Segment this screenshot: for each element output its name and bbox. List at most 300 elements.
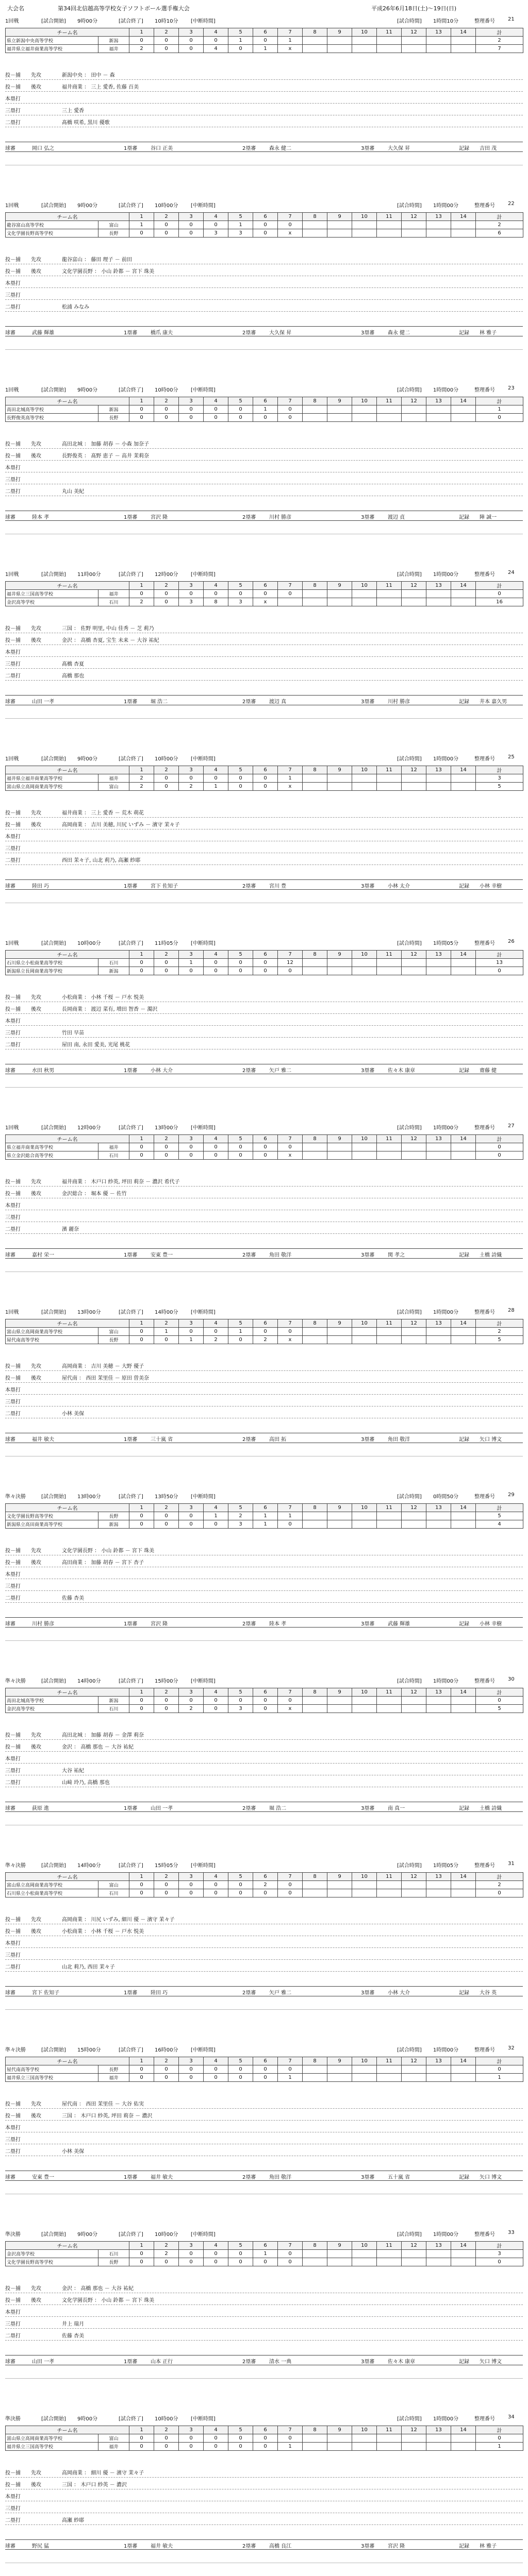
score-header-row (6, 582, 523, 590)
battery-first: 福井商業 ： 三上 愛香 － 荒木 萌花 (62, 810, 144, 816)
umpire-name: 野尻 猛 (32, 2544, 50, 2549)
inning-score (352, 1881, 377, 1889)
first-order-label: 先攻 (31, 2470, 41, 2476)
inning-header: 9 (327, 1873, 352, 1881)
inning-header: 5 (228, 1873, 253, 1881)
inning-score (426, 45, 451, 53)
inning-score (451, 1336, 476, 1344)
inning-score: 0 (154, 405, 179, 414)
umpire-role: 2塁審 (242, 699, 256, 705)
game-block (5, 2413, 523, 2576)
inning-header: 5 (228, 1688, 253, 1697)
inning-score: 0 (278, 2065, 303, 2074)
umpire-role: 球審 (5, 1068, 15, 1074)
inning-score: 8 (204, 598, 228, 606)
inning-score (451, 1512, 476, 1520)
inning-score (426, 598, 451, 606)
duration-label: [試合時間] (397, 387, 422, 393)
start-time: 14時00分 (77, 1679, 101, 1684)
inning-score (352, 959, 377, 967)
game-round: 1回戦 (5, 1125, 19, 1131)
umpire-name: 山田 一孝 (32, 2359, 55, 2365)
inning-score (451, 783, 476, 791)
detail-row (5, 1924, 523, 1936)
inning-score: 0 (154, 2434, 179, 2443)
team-total: 0 (476, 2434, 523, 2443)
start-label: [試合開始] (41, 2416, 66, 2422)
inning-score: 0 (278, 1520, 303, 1529)
umpire-name: 宮沢 隆 (151, 515, 168, 520)
umpire-name: 陸田 巧 (151, 1990, 168, 1996)
pitch-catch-label: 投－捕 (5, 1733, 21, 1738)
end-time: 12時00分 (155, 572, 178, 578)
detail-row (5, 1912, 523, 1924)
inning-score (402, 590, 426, 598)
inning-score: 0 (228, 2065, 253, 2074)
game-block (5, 384, 523, 575)
game-details (5, 1544, 523, 1603)
inning-header: 13 (426, 2426, 451, 2434)
inning-score: 12 (278, 959, 303, 967)
pitch-catch-label: 投－捕 (5, 1376, 21, 1381)
end-label: [試合終了] (119, 203, 143, 209)
inning-score: 0 (278, 221, 303, 229)
inning-header: 1 (129, 1873, 154, 1881)
inning-header: 4 (204, 28, 228, 37)
umpire-role: 1塁審 (124, 515, 138, 520)
score-header-row (6, 28, 523, 37)
inning-header: 9 (327, 2057, 352, 2065)
team-score-row (6, 2434, 523, 2443)
duration-label: [試合時間] (397, 756, 422, 762)
inning-score (303, 2258, 327, 2266)
game-details (5, 1359, 523, 1418)
start-time: 9時00分 (77, 756, 98, 762)
team-score-row (6, 1328, 523, 1336)
inning-score (426, 37, 451, 45)
record-no-label: 整理番号 (474, 2047, 495, 2053)
inning-score (451, 2250, 476, 2258)
inning-score: 0 (129, 1705, 154, 1713)
inning-header: 11 (377, 1688, 402, 1697)
inning-score (303, 2443, 327, 2451)
inning-header: 13 (426, 2242, 451, 2250)
pitch-catch-label: 投－捕 (5, 1744, 21, 1750)
inning-score: 0 (154, 414, 179, 422)
record-label: 記録 (459, 1068, 469, 1074)
inning-score: 0 (154, 783, 179, 791)
inning-score (352, 1143, 377, 1151)
battery-first: 屋代南 ： 西田 茉里佳 － 大谷 佑実 (62, 2102, 144, 2107)
inning-header: 3 (179, 2426, 204, 2434)
inning-header: 6 (253, 2426, 278, 2434)
inning-score: 2 (228, 1512, 253, 1520)
duration-label: [試合時間] (397, 1679, 422, 1684)
inning-score (327, 774, 352, 783)
detail-row (5, 1775, 523, 1787)
second-order-label: 後攻 (31, 1560, 41, 1566)
inning-header: 11 (377, 28, 402, 37)
inning-header: 8 (303, 1319, 327, 1328)
inning-score: 0 (179, 590, 204, 598)
team-prefecture: 福井 (98, 774, 129, 783)
home-run-label: 本塁打 (5, 834, 21, 840)
inning-score (451, 405, 476, 414)
team-score-row (6, 590, 523, 598)
inning-score: 0 (228, 959, 253, 967)
umpire-role: 2塁審 (242, 884, 256, 889)
inning-score: 2 (154, 2250, 179, 2258)
umpire-name: 五十嵐 省 (388, 2175, 410, 2180)
team-prefecture: 富山 (98, 1328, 129, 1336)
first-order-label: 先攻 (31, 257, 41, 263)
team-score-row (6, 1881, 523, 1889)
inning-score: 0 (154, 1520, 179, 1529)
umpires-row (5, 2171, 523, 2181)
inning-score: 0 (228, 2258, 253, 2266)
inning-score (377, 959, 402, 967)
umpire-role: 1塁審 (124, 146, 138, 151)
inning-score (402, 2074, 426, 2082)
inning-score: 0 (204, 774, 228, 783)
score-table (5, 2057, 523, 2082)
detail-row (5, 853, 523, 865)
pitch-catch-label: 投－捕 (5, 73, 21, 78)
inning-score: 0 (204, 414, 228, 422)
inning-score: 0 (253, 2443, 278, 2451)
inning-score: 0 (228, 967, 253, 975)
inning-header: 5 (228, 1504, 253, 1512)
start-label: [試合開始] (41, 1125, 66, 1131)
inning-score: 0 (179, 2250, 204, 2258)
battery-first: 金沢 ： 高橋 那也 － 大谷 祐紀 (62, 2286, 134, 2292)
inning-score: 2 (253, 1881, 278, 1889)
start-time: 11時00分 (77, 572, 101, 578)
team-name: 福井県立福井商業高等学校 (6, 774, 98, 783)
end-label: [試合終了] (119, 756, 143, 762)
umpires-row (5, 1617, 523, 1628)
inning-score: 0 (129, 2258, 154, 2266)
team-total: 1 (476, 2443, 523, 2451)
inning-header: 10 (352, 2242, 377, 2250)
inning-score (327, 1889, 352, 1897)
team-prefecture: 福井 (98, 1143, 129, 1151)
inning-header: 14 (451, 213, 476, 221)
game-round: 準々決勝 (5, 1679, 26, 1684)
umpire-role: 3塁審 (361, 146, 375, 151)
record-no: 22 (508, 201, 515, 207)
team-name: 高田北城高等学校 (6, 405, 98, 414)
inning-header: 14 (451, 2242, 476, 2250)
umpire-name: 渡辺 真 (269, 699, 287, 705)
end-time: 10時00分 (155, 756, 178, 762)
inning-header: 4 (204, 1135, 228, 1143)
inning-score (377, 1705, 402, 1713)
pitch-catch-label: 投－捕 (5, 1929, 21, 1935)
inning-score: 0 (204, 405, 228, 414)
inning-header: 1 (129, 28, 154, 37)
umpire-role: 球審 (5, 1990, 15, 1996)
inning-score (451, 1889, 476, 1897)
inning-score (327, 1336, 352, 1344)
team-total: 2 (476, 221, 523, 229)
start-time: 9時00分 (77, 387, 98, 393)
inning-header: 2 (154, 2426, 179, 2434)
home-run-label: 本塁打 (5, 2125, 21, 2131)
inning-header: 10 (352, 1135, 377, 1143)
record-no: 27 (508, 1123, 515, 1129)
inning-score: 0 (253, 221, 278, 229)
inning-score (303, 1520, 327, 1529)
double-value: 屋田 南, 永田 愛美, 光尾 桃花 (62, 1042, 130, 1048)
inning-score (451, 1881, 476, 1889)
start-label: [試合開始] (41, 19, 66, 24)
inning-score: 0 (154, 774, 179, 783)
inning-score: 1 (253, 2250, 278, 2258)
first-order-label: 先攻 (31, 2286, 41, 2292)
inning-score (426, 1889, 451, 1897)
inning-score: 0 (228, 2443, 253, 2451)
inning-score: 0 (228, 1697, 253, 1705)
score-header-row (6, 397, 523, 405)
detail-row (5, 264, 523, 276)
inning-header: 13 (426, 1688, 451, 1697)
team-name: 富山県立高岡商業高等学校 (6, 2434, 98, 2443)
inning-score (451, 967, 476, 975)
inning-score (352, 1151, 377, 1160)
inning-score (327, 2258, 352, 2266)
umpire-role: 球審 (5, 1621, 15, 1627)
umpire-name: 陸田 巧 (32, 884, 50, 889)
start-time: 10時00分 (77, 941, 101, 946)
recorder-name: 林 雅子 (480, 2544, 497, 2549)
inning-score: 0 (228, 405, 253, 414)
umpire-role: 1塁審 (124, 2175, 138, 2180)
umpires-row (5, 511, 523, 521)
inning-header: 6 (253, 1873, 278, 1881)
inning-header: 11 (377, 2057, 402, 2065)
inning-score: 0 (154, 37, 179, 45)
inning-score: 0 (179, 2443, 204, 2451)
umpires-row (5, 2355, 523, 2365)
inning-score (377, 2258, 402, 2266)
inning-header: 8 (303, 28, 327, 37)
inning-header: 1 (129, 397, 154, 405)
umpire-role: 3塁審 (361, 1252, 375, 1258)
inning-score: 2 (129, 45, 154, 53)
game-round: 1回戦 (5, 19, 19, 24)
start-label: [試合開始] (41, 1679, 66, 1684)
umpire-name: 矢戸 雅二 (269, 1068, 292, 1074)
team-name: 富山県立高岡商業高等学校 (6, 1328, 98, 1336)
inning-score: 0 (228, 45, 253, 53)
game-header (5, 2044, 523, 2053)
inning-score: 0 (154, 590, 179, 598)
detail-row (5, 2132, 523, 2144)
double-value: 山﨑 玲乃, 高橋 那也 (62, 1780, 110, 1786)
inning-score: 3 (228, 598, 253, 606)
inning-header: 13 (426, 582, 451, 590)
team-prefecture: 長野 (98, 2258, 129, 2266)
detail-row (5, 1544, 523, 1555)
inning-score (377, 1881, 402, 1889)
end-label: [試合終了] (119, 1310, 143, 1315)
inning-score: 0 (204, 1143, 228, 1151)
umpire-name: 福井 敏夫 (151, 2544, 173, 2549)
game-block (5, 1307, 523, 1497)
team-name: 石川県立小松商業高等学校 (6, 1889, 98, 1897)
team-prefecture: 福井 (98, 2443, 129, 2451)
interrupt-label: [中断時間] (191, 387, 216, 393)
team-name: 福井県立三国高等学校 (6, 2443, 98, 2451)
score-header-row (6, 1688, 523, 1697)
inning-score (327, 414, 352, 422)
umpire-role: 球審 (5, 699, 15, 705)
recorder-name: 大谷 英 (480, 1990, 497, 1996)
inning-score (377, 1336, 402, 1344)
inning-header: 4 (204, 2426, 228, 2434)
team-name: 福井県立福井商業高等学校 (6, 45, 98, 53)
game-header (5, 1675, 523, 1684)
inning-score: 1 (253, 1520, 278, 1529)
team-name-header: チーム名 (6, 397, 129, 405)
inning-header: 12 (402, 397, 426, 405)
inning-score: 0 (179, 967, 204, 975)
team-score-row (6, 405, 523, 414)
umpire-role: 3塁審 (361, 1990, 375, 1996)
team-total: 2 (476, 1328, 523, 1336)
game-details (5, 621, 523, 681)
interrupt-label: [中断時間] (191, 941, 216, 946)
inning-score (352, 774, 377, 783)
pitch-catch-label: 投－捕 (5, 810, 21, 816)
team-total: 6 (476, 229, 523, 238)
umpire-role: 2塁審 (242, 1990, 256, 1996)
score-header-row (6, 1135, 523, 1143)
umpire-role: 1塁審 (124, 330, 138, 336)
inning-score: 0 (253, 2434, 278, 2443)
game-details (5, 2466, 523, 2525)
inning-score: 0 (204, 1520, 228, 1529)
game-header (5, 384, 523, 393)
inning-score (352, 1512, 377, 1520)
duration-time: 1時間05分 (433, 941, 459, 946)
detail-row (5, 1014, 523, 1026)
team-score-row (6, 1697, 523, 1705)
inning-score (352, 2443, 377, 2451)
inning-score (402, 2434, 426, 2443)
inning-score (352, 1705, 377, 1713)
score-header-row (6, 213, 523, 221)
umpire-name: 大久保 昇 (269, 330, 292, 336)
detail-row (5, 645, 523, 657)
start-time: 9時00分 (77, 2232, 98, 2238)
detail-row (5, 1579, 523, 1591)
double-value: 髙橋 咲希, 黒川 優歌 (62, 120, 110, 126)
total-header: 計 (476, 766, 523, 774)
team-total: 4 (476, 1520, 523, 1529)
triple-label: 三塁打 (5, 477, 21, 483)
detail-row (5, 1383, 523, 1395)
inning-header: 6 (253, 28, 278, 37)
battery-second: 長岡商業 ： 渡辺 菜有, 増田 智香 － 濁沢 (62, 1007, 158, 1012)
inning-score (402, 405, 426, 414)
inning-score: 0 (228, 1889, 253, 1897)
inning-header: 4 (204, 1688, 228, 1697)
inning-score (303, 405, 327, 414)
pitch-catch-label: 投－捕 (5, 1548, 21, 1554)
inning-header: 7 (278, 766, 303, 774)
inning-score: 0 (278, 1889, 303, 1897)
inning-score (451, 590, 476, 598)
end-label: [試合終了] (119, 941, 143, 946)
inning-header: 13 (426, 397, 451, 405)
interrupt-label: [中断時間] (191, 1679, 216, 1684)
umpire-name: 水田 秋男 (32, 1068, 55, 1074)
inning-score (377, 1328, 402, 1336)
recorder-name: 矢口 博文 (480, 2359, 502, 2365)
record-label: 記録 (459, 1621, 469, 1627)
inning-score: 0 (154, 221, 179, 229)
inning-header: 9 (327, 2426, 352, 2434)
inning-score (352, 783, 377, 791)
team-name-header: チーム名 (6, 1504, 129, 1512)
inning-score (377, 229, 402, 238)
first-order-label: 先攻 (31, 1733, 41, 1738)
inning-header: 11 (377, 213, 402, 221)
inning-score (327, 2074, 352, 2082)
record-no-label: 整理番号 (474, 19, 495, 24)
detail-row (5, 1359, 523, 1371)
inning-score: 0 (228, 1143, 253, 1151)
umpire-role: 3塁審 (361, 1068, 375, 1074)
inning-score: 1 (253, 45, 278, 53)
detail-row (5, 1555, 523, 1567)
battery-second: 高岡商業 ： 吉川 美穂, 川尻 いずみ － 濱守 茉々子 (62, 822, 180, 828)
inning-header: 4 (204, 2242, 228, 2250)
inning-score: 0 (179, 1151, 204, 1160)
inning-score: 0 (253, 774, 278, 783)
double-label: 二塁打 (5, 1964, 21, 1970)
inning-score (352, 1520, 377, 1529)
team-name: 金沢高等学校 (6, 2250, 98, 2258)
inning-score (426, 2434, 451, 2443)
umpire-role: 2塁審 (242, 1806, 256, 1811)
team-total: 0 (476, 1143, 523, 1151)
inning-score (327, 221, 352, 229)
double-value: 佐藤 杏美 (62, 1596, 85, 1601)
inning-score: 0 (253, 1328, 278, 1336)
inning-score (278, 598, 303, 606)
record-no: 31 (508, 1861, 515, 1867)
team-prefecture: 新潟 (98, 37, 129, 45)
inning-score: 2 (253, 1336, 278, 1344)
duration-time: 1時間00分 (433, 203, 459, 209)
inning-header: 8 (303, 582, 327, 590)
inning-header: 4 (204, 397, 228, 405)
detail-row (5, 841, 523, 853)
inning-score: 0 (253, 2074, 278, 2082)
detail-row (5, 300, 523, 312)
umpire-role: 球審 (5, 2175, 15, 2180)
inning-header: 6 (253, 766, 278, 774)
inning-score (303, 1512, 327, 1520)
inning-score (352, 2258, 377, 2266)
inning-score (303, 774, 327, 783)
inning-score: 0 (129, 1889, 154, 1897)
umpires-row (5, 326, 523, 336)
end-time: 16時00分 (155, 2047, 178, 2053)
